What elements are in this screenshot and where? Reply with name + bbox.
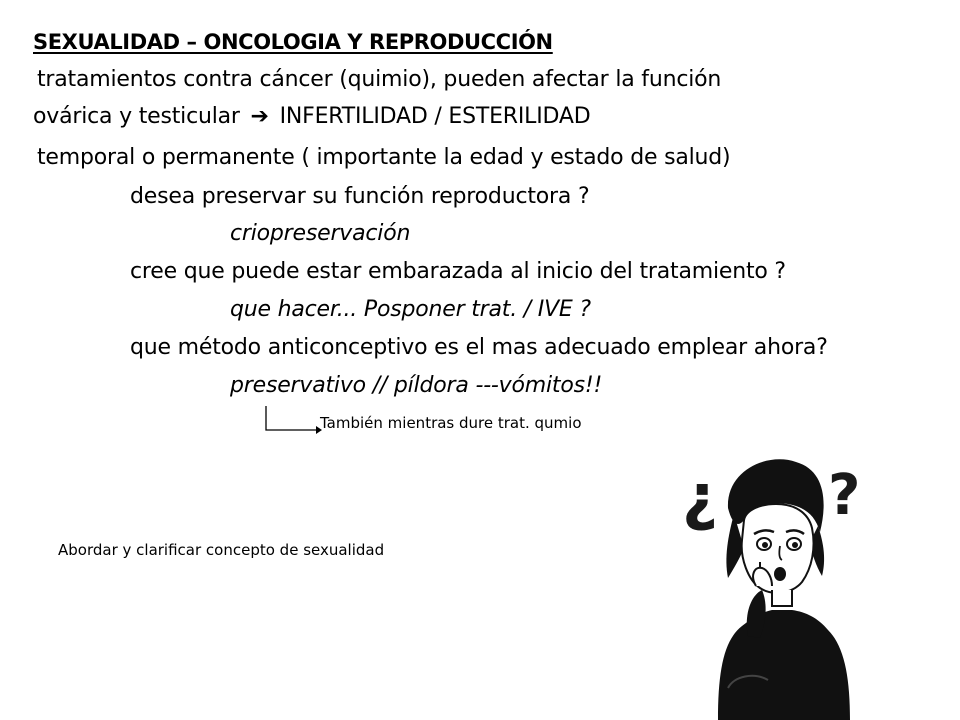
confused-woman-illustration-icon — [668, 440, 878, 720]
question-preserve-function: desea preservar su función reproductora ? — [130, 184, 590, 209]
text-line-temporal: temporal o permanente ( importante la edad y estado de salud) — [37, 145, 731, 170]
slide-title: SEXUALIDAD – ONCOLOGIA Y REPRODUCCIÓN — [33, 30, 553, 54]
question-contraceptive: que método anticonceptivo es el mas adecuado emplear ahora? — [130, 335, 828, 360]
answer-postpone: que hacer... Posponer trat. / IVE ? — [230, 297, 591, 322]
note-during-treatment: También mientras dure trat. qumio — [320, 414, 582, 432]
question-mark-icon: ? — [828, 463, 861, 528]
inverted-question-mark-icon: ¿ — [682, 460, 718, 533]
answer-cryopreservation: criopreservación — [230, 221, 411, 246]
right-arrow-icon: ➔ — [250, 104, 269, 129]
question-pregnant: cree que puede estar embarazada al inicio del tratamiento ? — [130, 259, 786, 284]
bent-arrow-icon — [262, 404, 322, 436]
text-ovarian: ovárica y testicular — [33, 104, 240, 129]
text-line-infertility — [33, 102, 590, 132]
concept-sexuality: Abordar y clarificar concepto de sexualidad — [58, 541, 385, 559]
text-line-treatments: tratamientos contra cáncer (quimio), pueden afectar la función — [37, 67, 722, 92]
answer-contraceptive: preservativo // píldora ---vómitos!! — [230, 373, 603, 398]
text-infertility: INFERTILIDAD / ESTERILIDAD — [279, 104, 591, 129]
